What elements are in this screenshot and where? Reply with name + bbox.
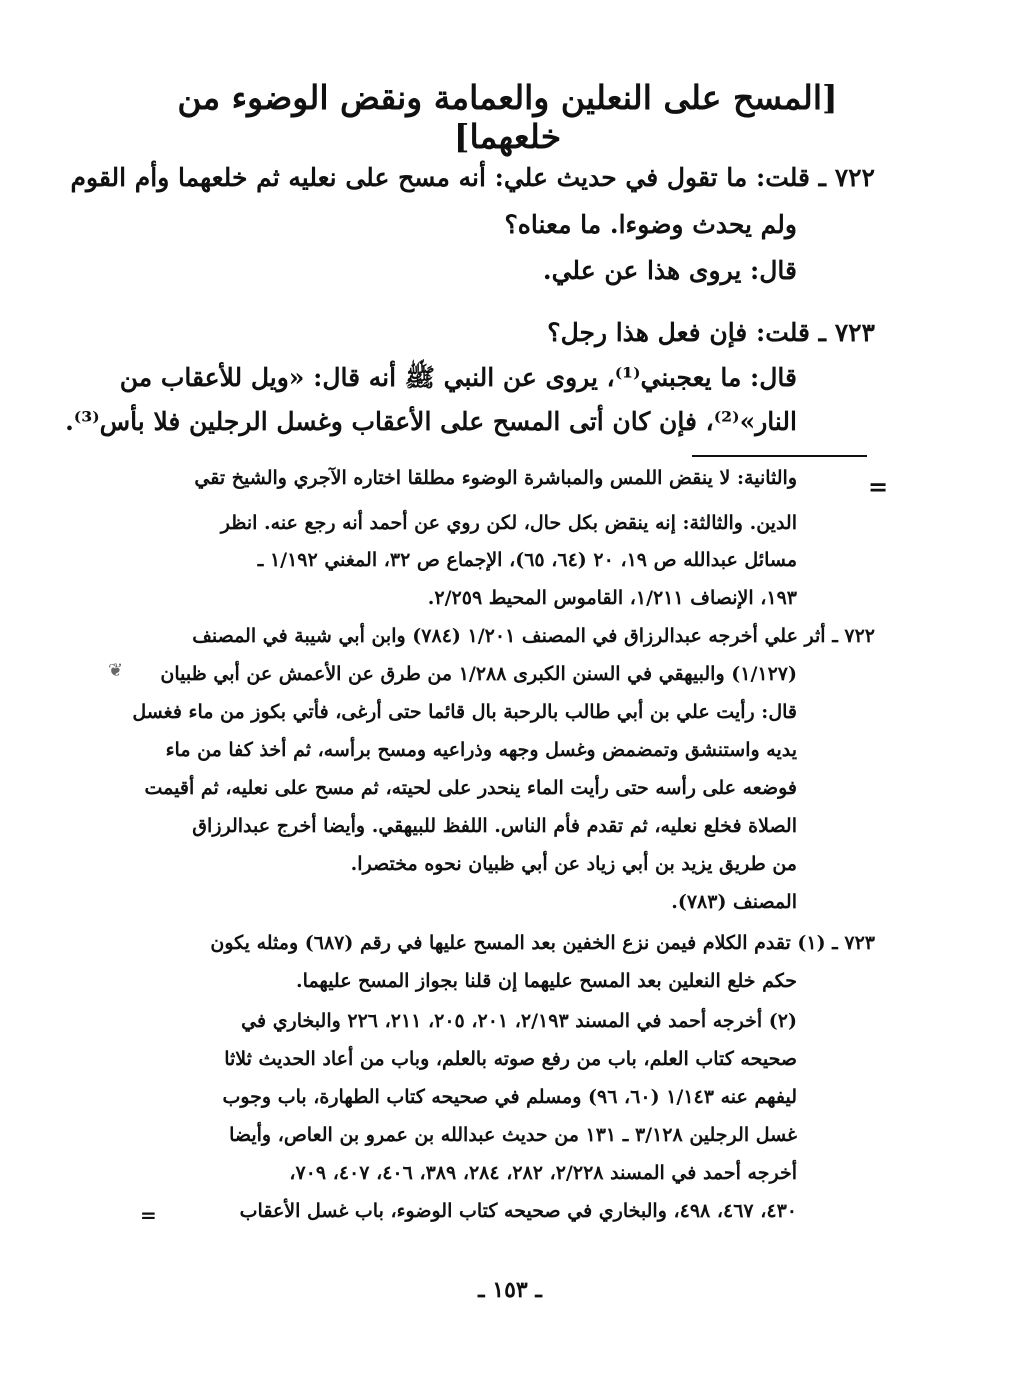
question-723: ٧٢٣ ـ قلت: فإن فعل هذا رجل؟ (547, 318, 875, 347)
answer-723-line-1: قال: ما يعجبني⁽¹⁾، يروى عن النبي ﷺ أنه قال: «ويل للأعقاب من (119, 363, 797, 392)
footnote-line: والثانية: لا ينقض اللمس والمباشرة الوضوء مطلقا اختاره الآجري والشيخ تقي (194, 467, 797, 489)
footnote-723: ٧٢٣ ـ (١) تقدم الكلام فيمن نزع الخفين بعد المسح عليها في رقم (٦٨٧) ومثله يكون (210, 932, 875, 954)
footnotes (65, 0, 875, 1240)
margin-ornament-icon: ❦ (108, 660, 124, 681)
footnote-line: المصنف (٧٨٣). (671, 891, 797, 913)
chapter-title: [المسح على النعلين والعمامة ونقض الوضوء من خلعهما] (177, 78, 838, 156)
footnote-line: ١٩٣، الإنصاف ١/٢١١، القاموس المحيط ٢/٢٥٩. (427, 587, 797, 609)
footnote-line: من طريق يزيد بن أبي زياد عن أبي ظبيان نحوه مختصرا. (350, 853, 797, 875)
footnote-722: ٧٢٢ ـ أثر علي أخرجه عبدالرزاق في المصنف ١/٢٠١ (٧٨٤) وابن أبي شيبة في المصنف (192, 625, 875, 647)
question-722-line-1: ٧٢٢ ـ قلت: ما تقول في حديث علي: أنه مسح على نعليه ثم خلعهما وأم القوم (70, 163, 875, 192)
footnote-line: مسائل عبدالله ص ١٩، ٢٠ (٦٤، ٦٥)، الإجماع ص ٣٢، المغني ١/١٩٢ ـ (257, 549, 797, 571)
footnote-line: (٢) أخرجه أحمد في المسند ٢/١٩٣، ٢٠١، ٢٠٥، ٢١١، ٢٢٦ والبخاري في (241, 1010, 797, 1032)
answer-722: قال: يروى هذا عن علي. (542, 256, 797, 285)
question-722-line-2: ولم يحدث وضوءا. ما معناه؟ (504, 210, 797, 239)
footnote-line: (١/١٢٧) والبيهقي في السنن الكبرى ١/٢٨٨ من طرق عن الأعمش عن أبي ظبيان (160, 663, 797, 685)
page-number: ـ ١٥٣ ـ (478, 1277, 542, 1303)
footnote-line: يديه واستنشق وتمضمض وغسل وجهه وذراعيه ومسح برأسه، ثم أخذ كفا من ماء (165, 739, 797, 761)
footnote-line: الدين. والثالثة: إنه ينقض بكل حال، لكن روي عن أحمد أنه رجع عنه. انظر (220, 512, 797, 534)
footnote-line: فوضعه على رأسه حتى رأيت الماء ينحدر على لحيته، ثم مسح على نعليه، ثم أقيمت (144, 777, 797, 799)
footnote-line: أخرجه أحمد في المسند ٢/٢٢٨، ٢٨٢، ٢٨٤، ٣٨٩، ٤٠٦، ٤٠٧، ٧٠٩، (289, 1162, 797, 1184)
answer-723-line-2: النار»⁽²⁾، فإن كان أتى المسح على الأعقاب وغسل الرجلين فلا بأس⁽³⁾. (65, 407, 797, 436)
continuation-mark: = (868, 472, 889, 501)
footnote-line: ليفهم عنه ١/١٤٣ (٦٠، ٩٦) ومسلم في صحيحه كتاب الطهارة، باب وجوب (222, 1086, 797, 1108)
footnote-line: الصلاة فخلع نعليه، ثم تقدم فأم الناس. اللفظ للبيهقي. وأيضا أخرج عبدالرزاق (192, 815, 797, 837)
footnote-line: ٤٣٠، ٤٦٧، ٤٩٨، والبخاري في صحيحه كتاب الوضوء، باب غسل الأعقاب (239, 1200, 797, 1222)
footnote-line: قال: رأيت علي بن أبي طالب بالرحبة بال قائما حتى أرغى، فأتي بكوز من ماء فغسل (132, 701, 797, 723)
footnote-line: حكم خلع النعلين بعد المسح عليهما إن قلنا بجواز المسح عليهما. (296, 970, 797, 992)
end-continuation-mark: = (140, 1203, 157, 1227)
footnote-line: صحيحه كتاب العلم، باب من رفع صوته بالعلم، وباب من أعاد الحديث ثلاثا (224, 1048, 797, 1070)
footnote-line: غسل الرجلين ٣/١٢٨ ـ ١٣١ من حديث عبدالله بن عمرو بن العاص، وأيضا (229, 1124, 797, 1146)
